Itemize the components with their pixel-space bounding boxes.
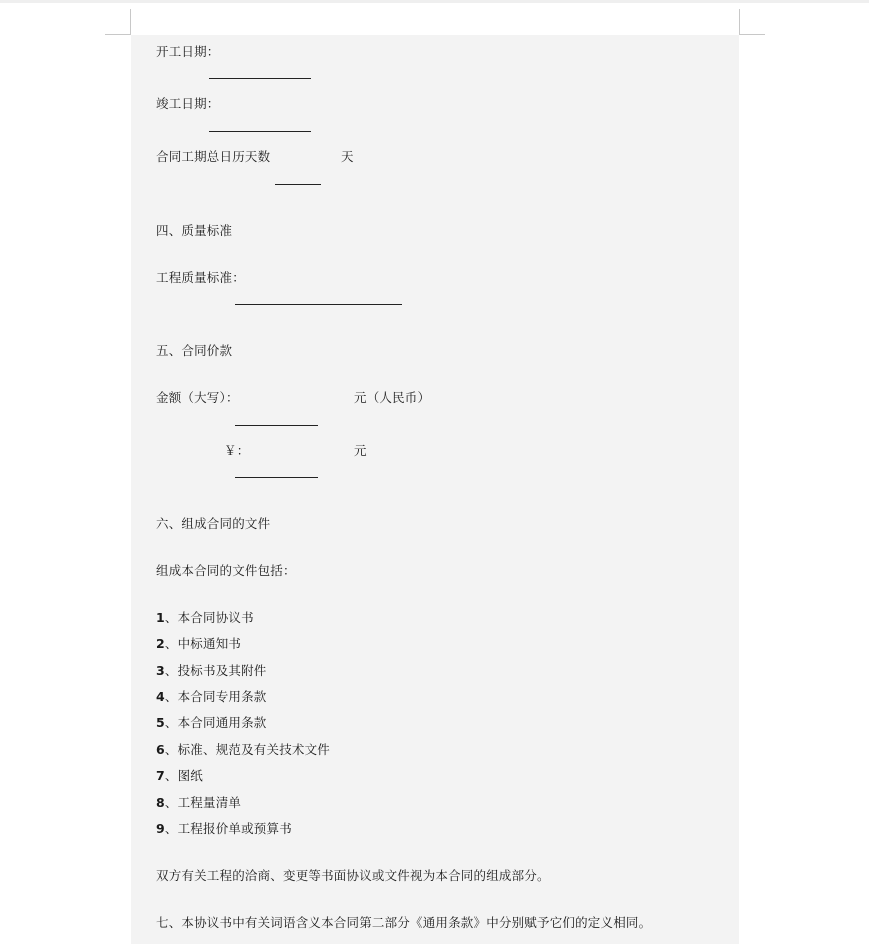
list-item: 5、本合同通用条款 (156, 715, 267, 730)
list-item: 9、工程报价单或预算书 (156, 821, 292, 836)
docs-intro: 组成本合同的文件包括： (156, 563, 296, 578)
quality-blank (235, 304, 402, 305)
amount-yen-unit: 元 (354, 443, 367, 458)
section-4-title: 四、质量标准 (156, 223, 233, 238)
list-item: 4、本合同专用条款 (156, 689, 267, 704)
duration-blank (275, 184, 321, 185)
duration-unit: 天 (341, 149, 354, 164)
list-item: 6、标准、规范及有关技术文件 (156, 742, 331, 757)
list-item: 1、本合同协议书 (156, 610, 254, 625)
window-top-border (0, 0, 869, 3)
start-date-blank (209, 78, 311, 79)
list-item: 7、图纸 (156, 768, 204, 783)
amount-yen-blank (235, 477, 318, 478)
section-5-title: 五、合同价款 (156, 343, 233, 358)
amount-words-label: 金额（大写）： (156, 390, 239, 405)
amount-words-unit: 元（人民币） (354, 390, 431, 405)
page-corner-mark (739, 9, 740, 35)
list-item: 3、投标书及其附件 (156, 663, 267, 678)
amount-words-blank (235, 425, 318, 426)
list-item: 2、中标通知书 (156, 636, 242, 651)
list-item: 8、工程量清单 (156, 795, 242, 810)
section-7-text: 七、本协议书中有关词语含义本合同第二部分《通用条款》中分别赋予它们的定义相同。 (156, 915, 652, 930)
section-6-title: 六、组成合同的文件 (156, 516, 271, 531)
duration-label: 合同工期总日历天数 (156, 149, 271, 164)
finish-date-blank (209, 131, 311, 132)
amount-yen-label: ￥： (224, 443, 250, 458)
finish-date-label: 竣工日期： (156, 96, 220, 111)
page-corner-mark (739, 34, 765, 35)
page-corner-mark (105, 34, 131, 35)
quality-label: 工程质量标准： (156, 270, 245, 285)
docs-note: 双方有关工程的洽商、变更等书面协议或文件视为本合同的组成部分。 (156, 868, 550, 883)
page-corner-mark (130, 9, 131, 35)
start-date-label: 开工日期： (156, 44, 220, 59)
